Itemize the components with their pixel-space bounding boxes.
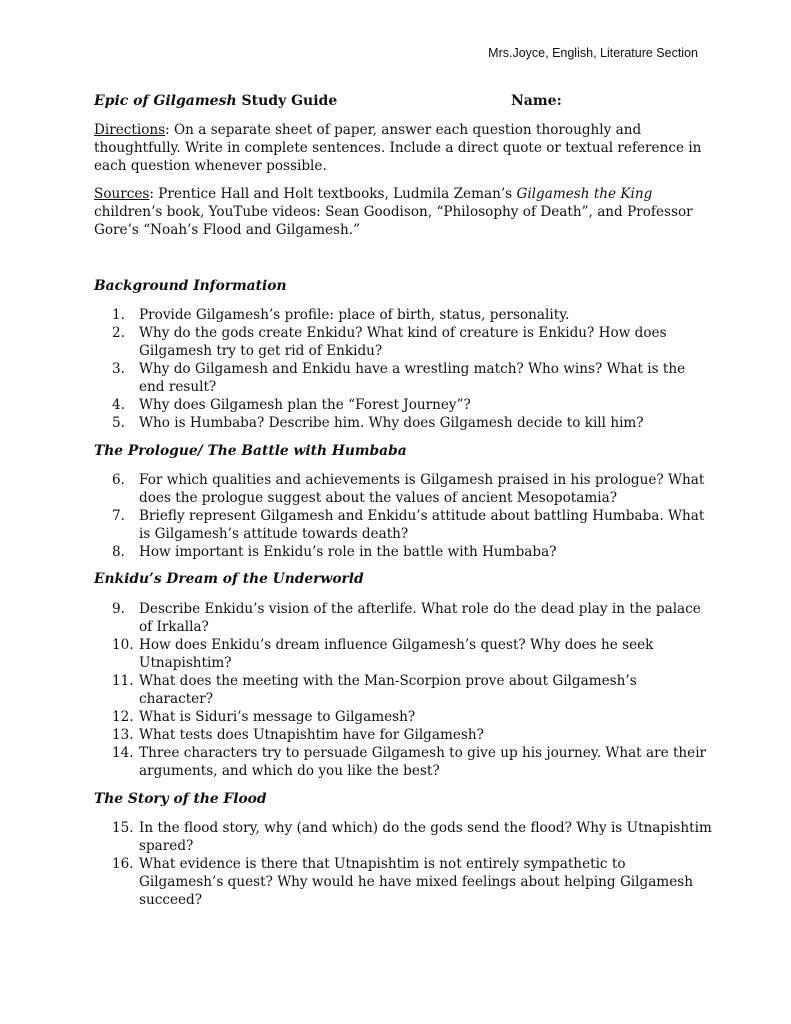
question-number: 15. [112,820,134,836]
sources-paragraph [94,185,704,239]
question-item [112,471,712,507]
question-item [112,543,712,561]
question-item [112,726,712,744]
question-item [112,744,712,780]
question-item [112,414,712,432]
header-byline: Mrs.Joyce, English, Literature Section [488,46,698,60]
question-item [112,708,712,726]
question-item [112,819,712,855]
question-item [112,855,712,909]
directions-label: Directions [94,122,166,138]
question-item [112,306,712,324]
question-text: How important is Enkidu’s role in the battle with Humbaba? [139,544,557,560]
section-title: Enkidu’s Dream of the Underworld [94,571,364,587]
question-text: Why do the gods create Enkidu? What kind of creature is Enkidu? How does Gilgamesh try to get rid of Enkidu? [139,325,667,359]
question-item [112,396,712,414]
question-text: What does the meeting with the Man-Scorpion prove about Gilgamesh’s character? [139,673,637,707]
question-number: 12. [112,709,134,725]
directions-text: : On a separate sheet of paper, answer each question thoroughly and thoughtfully. Write in complete sentences. Include a direct quote or textual reference in each question whenever possible. [94,122,702,174]
sources-italic-title: Gilgamesh the King [516,186,653,202]
question-number: 3. [112,361,125,377]
question-text: Describe Enkidu’s vision of the afterlife. What role do the dead play in the palace of Irkalla? [139,601,701,635]
question-text: Why does Gilgamesh plan the “Forest Journey”? [139,397,471,413]
sources-text-after: children’s book, YouTube videos: Sean Goodison, “Philosophy of Death”, and Professor Gore’s “Noah’s Flood and Gilgamesh.” [94,204,693,238]
question-number: 14. [112,745,134,761]
question-number: 5. [112,415,125,431]
question-item [112,324,712,360]
question-number: 10. [112,637,134,653]
question-text: Who is Humbaba? Describe him. Why does Gilgamesh decide to kill him? [139,415,644,431]
question-text: In the flood story, why (and which) do the gods send the flood? Why is Utnapishtim spared? [139,820,712,854]
section-title: The Prologue/ The Battle with Humbaba [94,443,407,459]
question-item [112,507,712,543]
directions-paragraph [94,121,704,175]
question-number: 16. [112,856,134,872]
question-text: What tests does Utnapishtim have for Gilgamesh? [139,727,484,743]
section-title: The Story of the Flood [94,791,267,807]
question-text: Briefly represent Gilgamesh and Enkidu’s attitude about battling Humbaba. What is Gilgamesh’s attitude towards death? [139,508,705,542]
question-number: 2. [112,325,125,341]
question-number: 11. [112,673,134,689]
question-text: Provide Gilgamesh’s profile: place of birth, status, personality. [139,307,570,323]
question-item [112,360,712,396]
question-text: Three characters try to persuade Gilgamesh to give up his journey. What are their arguments, and which do you like the best? [139,745,707,779]
question-number: 7. [112,508,125,524]
question-number: 9. [112,601,125,617]
sources-label: Sources [94,186,150,202]
section-title: Background Information [94,278,287,294]
question-text: Why do Gilgamesh and Enkidu have a wrestling match? Who wins? What is the end result? [139,361,686,395]
question-number: 1. [112,307,125,323]
question-text: How does Enkidu’s dream influence Gilgamesh’s quest? Why does he seek Utnapishtim? [139,637,654,671]
question-item [112,600,712,636]
document-title [94,93,714,109]
question-number: 13. [112,727,134,743]
question-text: For which qualities and achievements is Gilgamesh praised in his prologue? What does the prologue suggest about the values of ancient Mesopotamia? [139,472,705,506]
title-rest: Study Guide [236,93,338,109]
title-italic: Epic of Gilgamesh [94,93,237,109]
question-item [112,636,712,672]
question-text: What is Siduri’s message to Gilgamesh? [139,709,416,725]
question-number: 4. [112,397,125,413]
name-label: Name: [511,93,562,109]
question-number: 8. [112,544,125,560]
question-number: 6. [112,472,125,488]
question-item [112,672,712,708]
sources-text-before: : Prentice Hall and Holt textbooks, Ludmila Zeman’s [149,186,517,202]
question-text: What evidence is there that Utnapishtim is not entirely sympathetic to Gilgamesh’s quest? Why would he have mixed feelings about helping Gilgamesh succeed? [139,856,693,908]
